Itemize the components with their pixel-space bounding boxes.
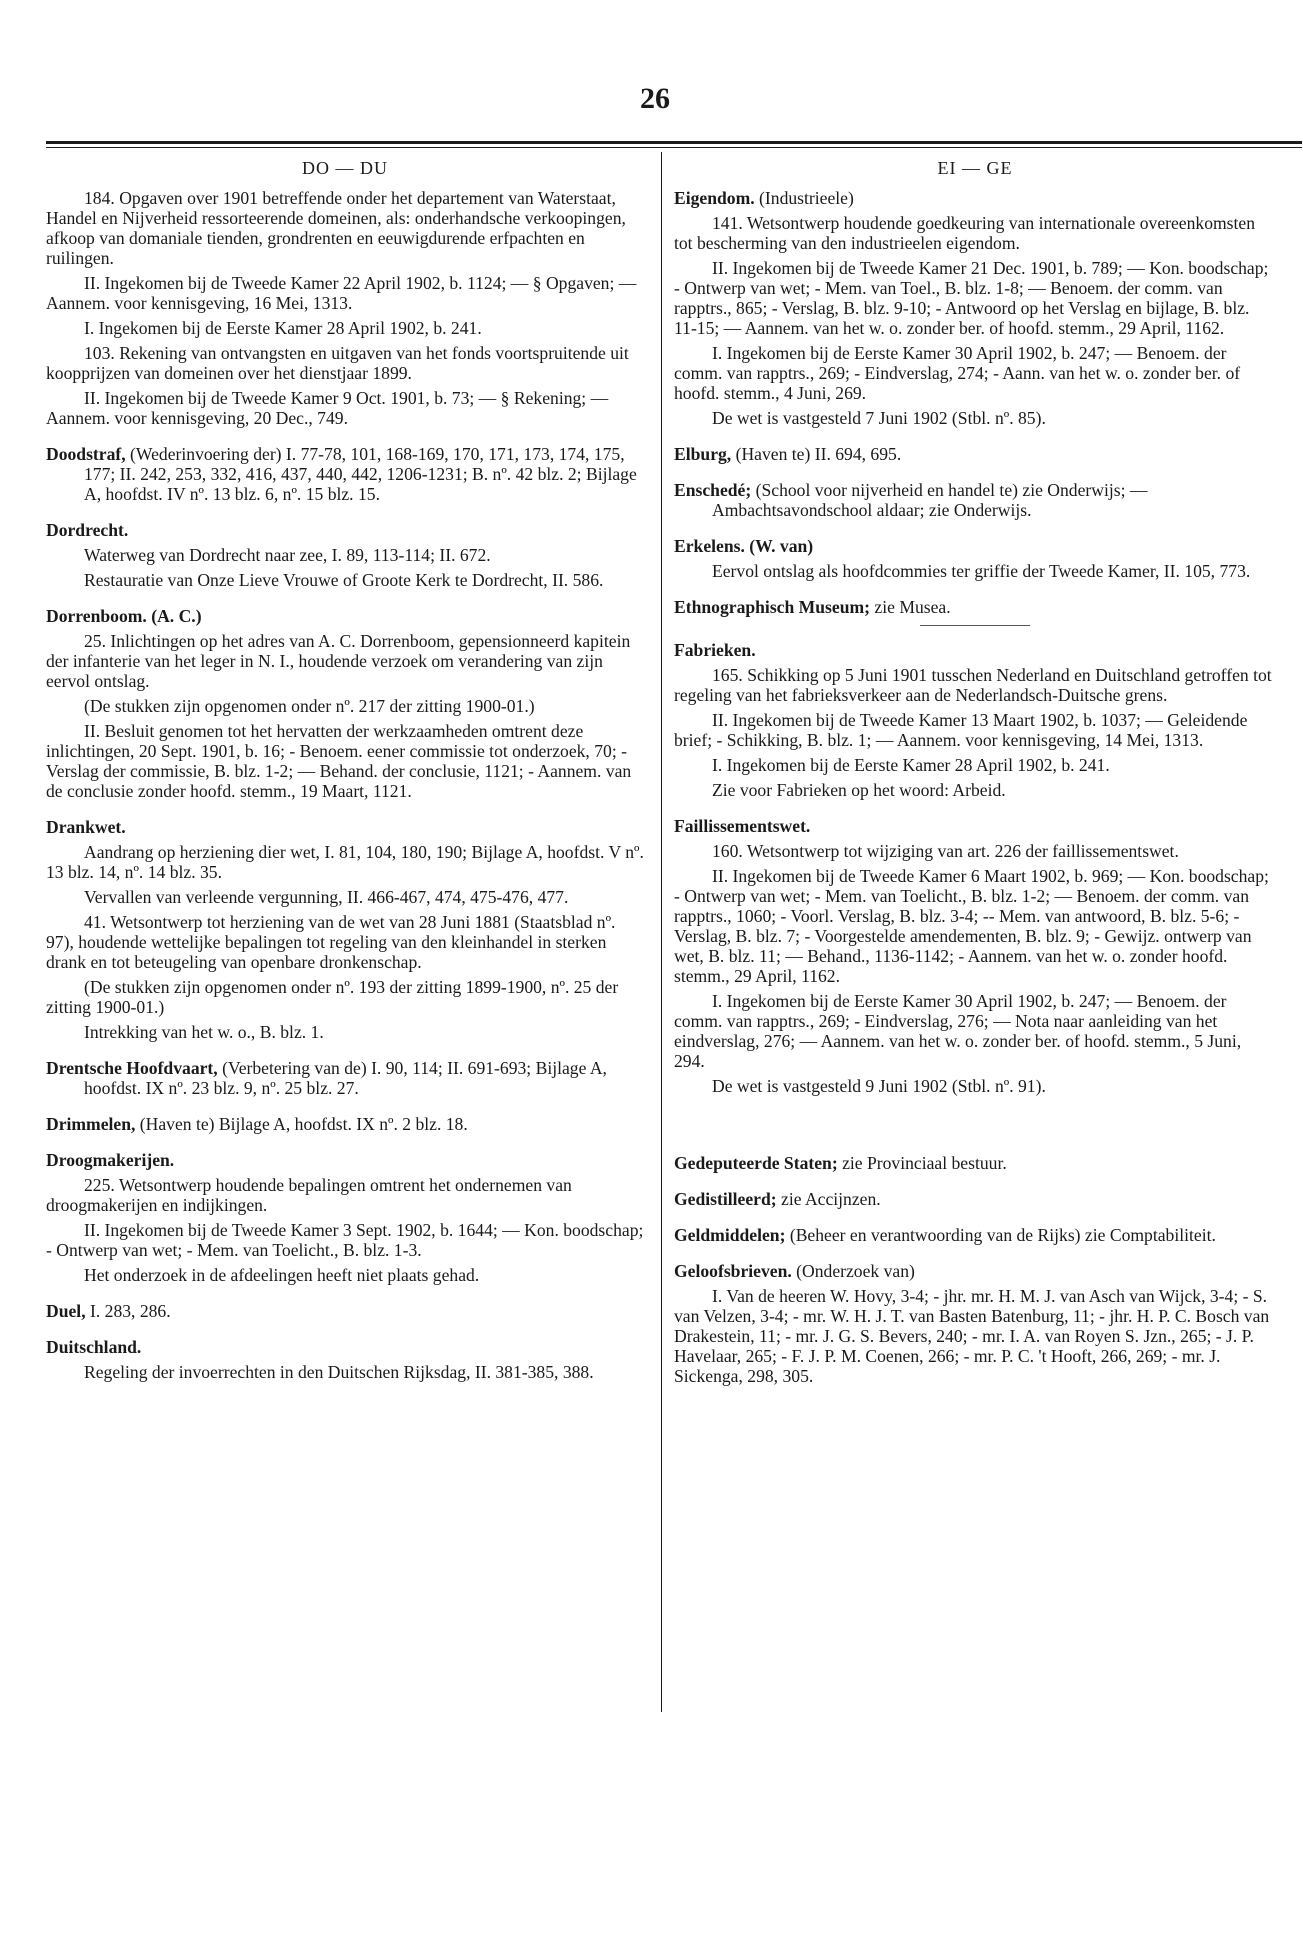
entry-paragraph [674, 561, 1276, 581]
entry-text: De wet is vastgesteld 9 Juni 1902 (Stbl. nº. 91). [712, 1076, 1046, 1096]
index-entry [674, 480, 1276, 520]
entry-heading: Ethnographisch Museum; [674, 597, 871, 617]
entry-text: I. 283, 286. [85, 1301, 171, 1321]
index-entry [674, 1189, 1276, 1209]
entry-text: (Haven te) II. 694, 695. [731, 444, 902, 464]
entry-text: I. Ingekomen bij de Eerste Kamer 28 April 1902, b. 241. [84, 318, 482, 338]
entry-paragraph [674, 1286, 1276, 1386]
index-entry [46, 444, 644, 504]
entry-text: I. Van de heeren W. Hovy, 3-4; - jhr. mr. H. M. J. van Asch van Wijck, 3-4; - S. van Velzen, 3-4; - mr. W. H. J. T. van Basten Batenburg, 11; - jhr. H. P. C. Bosch van Drakestein, 11; - mr. J. G. S. Bevers, 240; - mr. I. A. van Royen S. Jzn., 265; - J. P. Havelaar, 265; - F. J. P. M. Coenen, 266; - mr. P. C. 't Hooft, 266, 269; - mr. J. Sickenga, 298, 305. [674, 1286, 1270, 1386]
entry-paragraph [674, 780, 1276, 800]
entry-text: 41. Wetsontwerp tot herziening van de wet van 28 Juni 1881 (Staatsblad nº. 97), houdende wettelijke bepalingen tot regeling van den kleinhandel in sterken drank en tot beteugeling van openbare dronkenschap. [46, 912, 616, 972]
index-entry [46, 817, 644, 837]
entry-text: (Beheer en verantwoording van de Rijks) zie Comptabiliteit. [785, 1225, 1216, 1245]
entry-paragraph [46, 273, 644, 313]
entry-text: Aandrang op herziening dier wet, I. 81, 104, 180, 190; Bijlage A, hoofdst. V nº. 13 blz. 14, nº. 14 blz. 35. [46, 842, 644, 882]
right-column [674, 158, 1276, 1391]
entry-paragraph [674, 866, 1276, 986]
entry-heading: Erkelens. (W. van) [674, 536, 814, 556]
entry-text: I. Ingekomen bij de Eerste Kamer 30 April 1902, b. 247; — Benoem. der comm. van rapptrs., 269; - Eindverslag, 276; — Nota naar aanleiding van het eindverslag, 276; — Aannem. van het w. o. zonder ber. of hoofd. stemm., 5 Juni, 294. [674, 991, 1242, 1071]
left-column-header: DO — DU [302, 158, 388, 178]
entry-paragraph [46, 887, 644, 907]
entry-text: Restauratie van Onze Lieve Vrouwe of Groote Kerk te Dordrecht, II. 586. [84, 570, 604, 590]
entry-paragraph [674, 1076, 1276, 1096]
index-entry [46, 1150, 644, 1170]
index-entry [674, 640, 1276, 660]
entry-text: zie Accijnzen. [776, 1189, 881, 1209]
index-entry [46, 1337, 644, 1357]
entry-paragraph [46, 1022, 644, 1042]
index-entry [674, 597, 1276, 617]
entry-heading: Drimmelen, [46, 1114, 136, 1134]
entry-text: 160. Wetsontwerp tot wijziging van art. 226 der faillissementswet. [712, 841, 1179, 861]
left-column-body [46, 188, 644, 1382]
index-entry [46, 1058, 644, 1098]
entry-paragraph [674, 408, 1276, 428]
entry-text: Intrekking van het w. o., B. blz. 1. [84, 1022, 324, 1042]
entry-heading: Drentsche Hoofdvaart, [46, 1058, 218, 1078]
entry-heading: Duel, [46, 1301, 86, 1321]
entry-paragraph [46, 977, 644, 1017]
entry-heading: Doodstraf, [46, 444, 126, 464]
entry-text: II. Besluit genomen tot het hervatten der werkzaamheden omtrent deze inlichtingen, 20 Sept. 1901, b. 16; - Benoem. eener commissie tot onderzoek, 70; - Verslag der commissie, B. blz. 1-2; — Behand. der conclusie, 1121; - Aannem. van de conclusie zonder hoofd. stemm., 19 Maart, 1121. [46, 721, 632, 801]
entry-text: 25. Inlichtingen op het adres van A. C. Dorrenboom, gepensionneerd kapitein der infanterie van het leger in N. I., houdende verzoek om verandering van zijn eervol ontslag. [46, 631, 631, 691]
entry-text: (School voor nijverheid en handel te) zie Onderwijs; — Ambachtsavondschool aldaar; zie Onderwijs. [712, 480, 1148, 520]
entry-text: II. Ingekomen bij de Tweede Kamer 13 Maart 1902, b. 1037; — Geleidende brief; - Schikking, B. blz. 1; — Aannem. voor kennisgeving, 14 Mei, 1313. [674, 710, 1248, 750]
header-rule-thin [46, 147, 1302, 148]
entry-text: zie Provinciaal bestuur. [837, 1153, 1007, 1173]
index-entry [46, 606, 644, 626]
entry-text: Regeling der invoerrechten in den Duitschen Rijksdag, II. 381-385, 388. [84, 1362, 594, 1382]
entry-heading: Gedistilleerd; [674, 1189, 777, 1209]
entry-text: 225. Wetsontwerp houdende bepalingen omtrent het ondernemen van droogmakerijen en indijkingen. [46, 1175, 572, 1215]
entry-heading: Droogmakerijen. [46, 1150, 175, 1170]
entry-paragraph [46, 570, 644, 590]
section-separator [920, 625, 1030, 626]
entry-heading: Gedeputeerde Staten; [674, 1153, 838, 1173]
entry-text: II. Ingekomen bij de Tweede Kamer 22 April 1902, b. 1124; — § Opgaven; — Aannem. voor kennisgeving, 16 Mei, 1313. [46, 273, 637, 313]
entry-text: II. Ingekomen bij de Tweede Kamer 3 Sept. 1902, b. 1644; — Kon. boodschap; - Ontwerp van wet; - Mem. van Toelicht., B. blz. 1-3. [46, 1220, 644, 1260]
index-entry [674, 1261, 1276, 1281]
entry-text: (Onderzoek van) [791, 1261, 915, 1281]
entry-text: Waterweg van Dordrecht naar zee, I. 89, 113-114; II. 672. [84, 545, 491, 565]
entry-heading: Geldmiddelen; [674, 1225, 786, 1245]
left-column [46, 158, 644, 1387]
entry-text: I. Ingekomen bij de Eerste Kamer 30 April 1902, b. 247; — Benoem. der comm. van rapptrs., 269; - Eindverslag, 274; - Aann. van het w. o. zonder ber. of hoofd. stemm., 4 Juni, 269. [674, 343, 1241, 403]
entry-text: 184. Opgaven over 1901 betreffende onder het departement van Waterstaat, Handel en Nijverheid ressorteerende domeinen, als: onderhandsche verkoopingen, afkoop van domaniale tienden, grondrenten en eeuwigdurende erfpachten en ruilingen. [46, 188, 626, 268]
entry-text: II. Ingekomen bij de Tweede Kamer 21 Dec. 1901, b. 789; — Kon. boodschap; - Ontwerp van wet; - Mem. van Toel., B. blz. 1-8; — Benoem. der comm. van rapptrs., 865; - Verslag, B. blz. 9-10; - Antwoord op het Verslag en bijlage, B. blz. 11-15; — Aannem. van het w. o. zonder ber. of hoofd. stemm., 29 April, 1162. [674, 258, 1269, 338]
right-column-body [674, 188, 1276, 1386]
entry-paragraph [46, 1220, 644, 1260]
entry-paragraph [46, 343, 644, 383]
entry-heading: Geloofsbrieven. [674, 1261, 792, 1281]
entry-text: (Verbetering van de) I. 90, 114; II. 691-693; Bijlage A, hoofdst. IX nº. 23 blz. 9, nº. 25 blz. 27. [84, 1058, 607, 1098]
entry-text: I. Ingekomen bij de Eerste Kamer 28 April 1902, b. 241. [712, 755, 1110, 775]
entry-text: (De stukken zijn opgenomen onder nº. 193 der zitting 1899-1900, nº. 25 der zitting 1900-01.) [46, 977, 619, 1017]
entry-paragraph [674, 755, 1276, 775]
entry-heading: Dorrenboom. (A. C.) [46, 606, 202, 626]
index-entry [46, 1301, 644, 1321]
entry-paragraph [46, 1362, 644, 1382]
entry-paragraph [46, 388, 644, 428]
index-entry [674, 1225, 1276, 1245]
entry-paragraph [674, 213, 1276, 253]
entry-heading: Eigendom. [674, 188, 755, 208]
entry-heading: Faillissementswet. [674, 816, 811, 836]
index-entry [46, 520, 644, 540]
header-rule [46, 141, 1302, 144]
entry-text: (Haven te) Bijlage A, hoofdst. IX nº. 2 blz. 18. [135, 1114, 468, 1134]
entry-text: II. Ingekomen bij de Tweede Kamer 9 Oct. 1901, b. 73; — § Rekening; — Aannem. voor kennisgeving, 20 Dec., 749. [46, 388, 609, 428]
entry-paragraph [674, 665, 1276, 705]
entry-text: 141. Wetsontwerp houdende goedkeuring van internationale overeenkomsten tot bescherming van den industrieelen eigendom. [674, 213, 1256, 253]
entry-text: (De stukken zijn opgenomen onder nº. 217 der zitting 1900-01.) [84, 696, 535, 716]
index-entry [674, 536, 1276, 556]
entry-heading: Duitschland. [46, 1337, 142, 1357]
entry-paragraph [46, 842, 644, 882]
page-number: 26 [640, 82, 670, 115]
entry-paragraph [46, 1265, 644, 1285]
entry-paragraph [674, 991, 1276, 1071]
entry-text: Eervol ontslag als hoofdcommies ter griffie der Tweede Kamer, II. 105, 773. [712, 561, 1251, 581]
index-entry [674, 1153, 1276, 1173]
section-spacer [674, 1101, 1276, 1137]
column-divider [661, 152, 662, 1712]
entry-paragraph [46, 188, 644, 268]
entry-paragraph [674, 258, 1276, 338]
entry-heading: Elburg, [674, 444, 732, 464]
entry-text: (Industrieele) [754, 188, 854, 208]
entry-heading: Drankwet. [46, 817, 126, 837]
entry-paragraph [674, 710, 1276, 750]
entry-paragraph [46, 721, 644, 801]
entry-heading: Dordrecht. [46, 520, 129, 540]
entry-text: De wet is vastgesteld 7 Juni 1902 (Stbl. nº. 85). [712, 408, 1046, 428]
index-entry [674, 188, 1276, 208]
entry-text: 165. Schikking op 5 Juni 1901 tusschen Nederland en Duitschland getroffen tot regeling van het fabrieksverkeer aan de Nederlandsch-Duitsche grens. [674, 665, 1272, 705]
index-entry [674, 816, 1276, 836]
entry-paragraph [46, 318, 644, 338]
entry-heading: Fabrieken. [674, 640, 756, 660]
entry-text: Het onderzoek in de afdeelingen heeft niet plaats gehad. [84, 1265, 480, 1285]
entry-text: (Wederinvoering der) I. 77-78, 101, 168-169, 170, 171, 173, 174, 175, 177; II. 242, 253, 332, 416, 437, 440, 442, 1206-1231; B. nº. 42 blz. 2; Bijlage A, hoofdst. IV nº. 13 blz. 6, nº. 15 blz. 15. [84, 444, 637, 504]
entry-text: Vervallen van verleende vergunning, II. 466-467, 474, 475-476, 477. [84, 887, 569, 907]
entry-text: zie Musea. [870, 597, 951, 617]
entry-heading: Enschedé; [674, 480, 752, 500]
entry-paragraph [46, 545, 644, 565]
entry-paragraph [46, 696, 644, 716]
entry-text: 103. Rekening van ontvangsten en uitgaven van het fonds voortspruitende uit koopprijzen van domeinen over het dienstjaar 1899. [46, 343, 629, 383]
entry-paragraph [46, 1175, 644, 1215]
entry-paragraph [46, 912, 644, 972]
entry-paragraph [46, 631, 644, 691]
index-entry [46, 1114, 644, 1134]
entry-paragraph [674, 841, 1276, 861]
right-column-header: EI — GE [937, 158, 1013, 178]
index-entry [674, 444, 1276, 464]
entry-text: II. Ingekomen bij de Tweede Kamer 6 Maart 1902, b. 969; — Kon. boodschap; - Ontwerp van wet; - Mem. van Toelicht., B. blz. 1-2; — Benoem. der comm. van rapptrs., 1060; - Voorl. Verslag, B. blz. 3-4; -- Mem. van antwoord, B. blz. 5-6; - Verslag, B. blz. 7; - Voorgestelde amendementen, B. blz. 9; - Gewijz. ontwerp van wet, B. blz. 11; — Behand., 1136-1142; - Aannem. van het w. o. zonder hoofd. stemm., 29 April, 1162. [674, 866, 1269, 986]
entry-text: Zie voor Fabrieken op het woord: Arbeid. [712, 780, 1006, 800]
entry-paragraph [674, 343, 1276, 403]
